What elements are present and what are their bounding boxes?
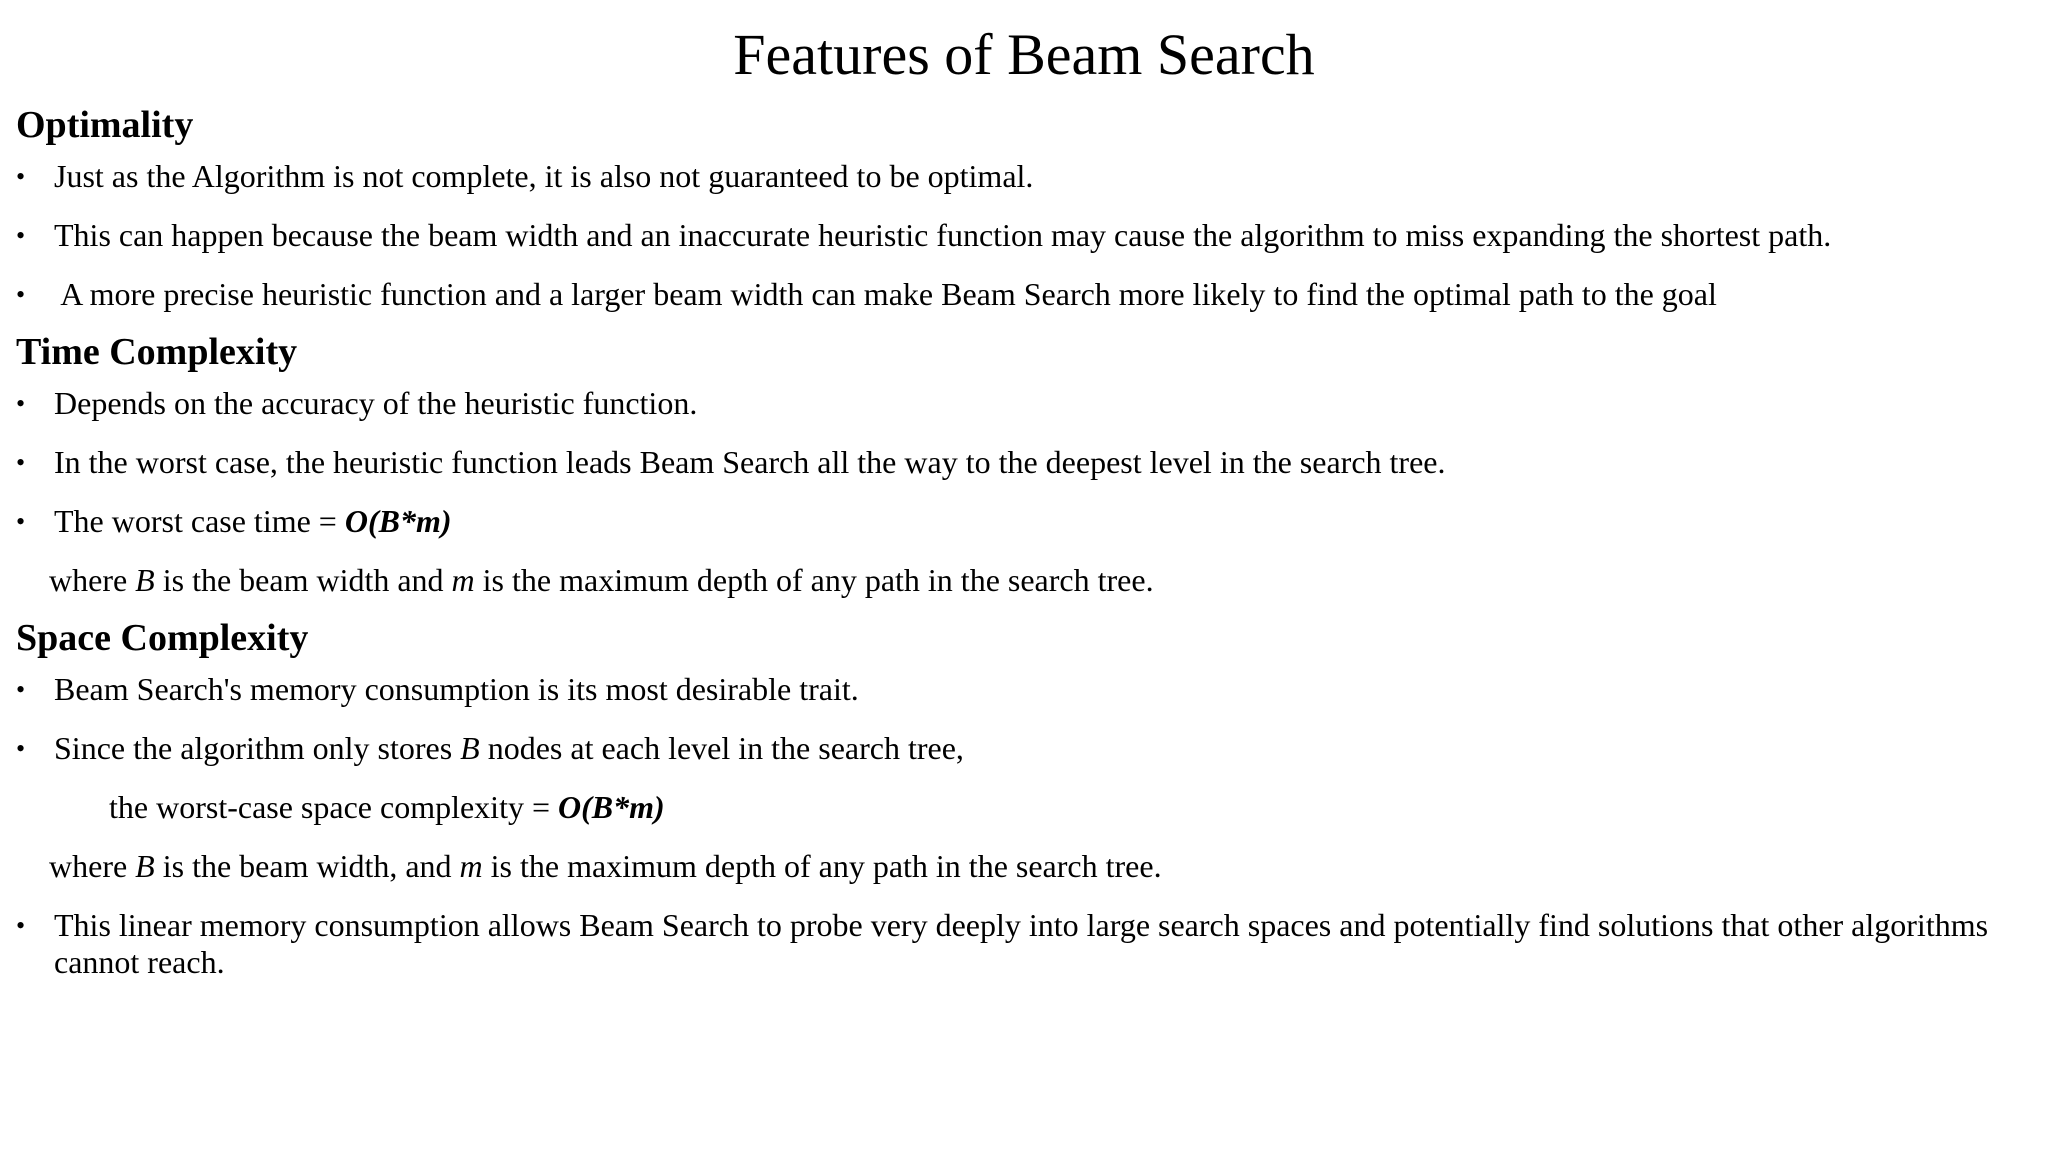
where-text: is the beam width, and (154, 848, 460, 884)
bullet-text: This can happen because the beam width and an inaccurate heuristic function may cause the algorithm to miss expanding the shortest path. (54, 217, 1832, 253)
bullet-icon: • (16, 162, 26, 191)
worst-case-space-label: the worst-case space complexity = (109, 789, 558, 825)
list-item (16, 158, 2006, 195)
bullet-icon: • (16, 911, 26, 940)
bullet-icon: • (16, 507, 26, 536)
bullet-text: Depends on the accuracy of the heuristic function. (54, 385, 698, 421)
bullet-text: Just as the Algorithm is not complete, it is also not guaranteed to be optimal. (54, 158, 1034, 194)
space-complexity-formula: O(B*m) (558, 789, 665, 825)
bullet-icon: • (16, 280, 26, 309)
where-text: where (49, 848, 136, 884)
list-item (16, 730, 2006, 767)
bullet-text: A more precise heuristic function and a larger beam width can make Beam Search more likely to find the optimal path to the goal (54, 276, 1717, 312)
var-b: B (135, 848, 155, 884)
bullet-text: nodes at each level in the search tree, (479, 730, 964, 766)
heading-optimality: Optimality (16, 104, 194, 146)
where-text: is the beam width and (154, 562, 452, 598)
bullet-text: This linear memory consumption allows Beam Search to probe very deeply into large search spaces and potentially find solutions that other algorithms cannot reach. (54, 907, 1989, 980)
where-text: where (49, 562, 136, 598)
bullet-icon: • (16, 389, 26, 418)
slide-title: Features of Beam Search (733, 22, 1315, 87)
heading-time-complexity: Time Complexity (16, 331, 298, 373)
list-item (16, 444, 2006, 481)
list-item (16, 503, 2006, 540)
list-item (16, 276, 2006, 313)
time-where-line (16, 562, 2006, 599)
bullet-text: Beam Search's memory consumption is its most desirable trait. (54, 671, 859, 707)
space-worst-case-line (16, 789, 2006, 826)
var-m: m (451, 562, 475, 598)
slide-content (16, 102, 2006, 1003)
worst-case-time-label: The worst case time = (54, 503, 345, 539)
bullet-icon: • (16, 448, 26, 477)
list-item (16, 907, 2006, 981)
var-b: B (135, 562, 155, 598)
bullet-icon: • (16, 734, 26, 763)
list-item (16, 385, 2006, 422)
time-complexity-formula: O(B*m) (344, 503, 452, 539)
var-m: m (459, 848, 483, 884)
bullet-icon: • (16, 675, 26, 704)
bullet-text: In the worst case, the heuristic function leads Beam Search all the way to the deepest level in the search tree. (54, 444, 1446, 480)
bullet-text: Since the algorithm only stores (54, 730, 461, 766)
heading-space-complexity: Space Complexity (16, 617, 309, 659)
where-text: is the maximum depth of any path in the search tree. (482, 848, 1162, 884)
bullet-icon: • (16, 221, 26, 250)
space-where-line (16, 848, 2006, 885)
where-text: is the maximum depth of any path in the search tree. (474, 562, 1154, 598)
var-b: B (460, 730, 480, 766)
list-item (16, 217, 2006, 254)
list-item (16, 671, 2006, 708)
